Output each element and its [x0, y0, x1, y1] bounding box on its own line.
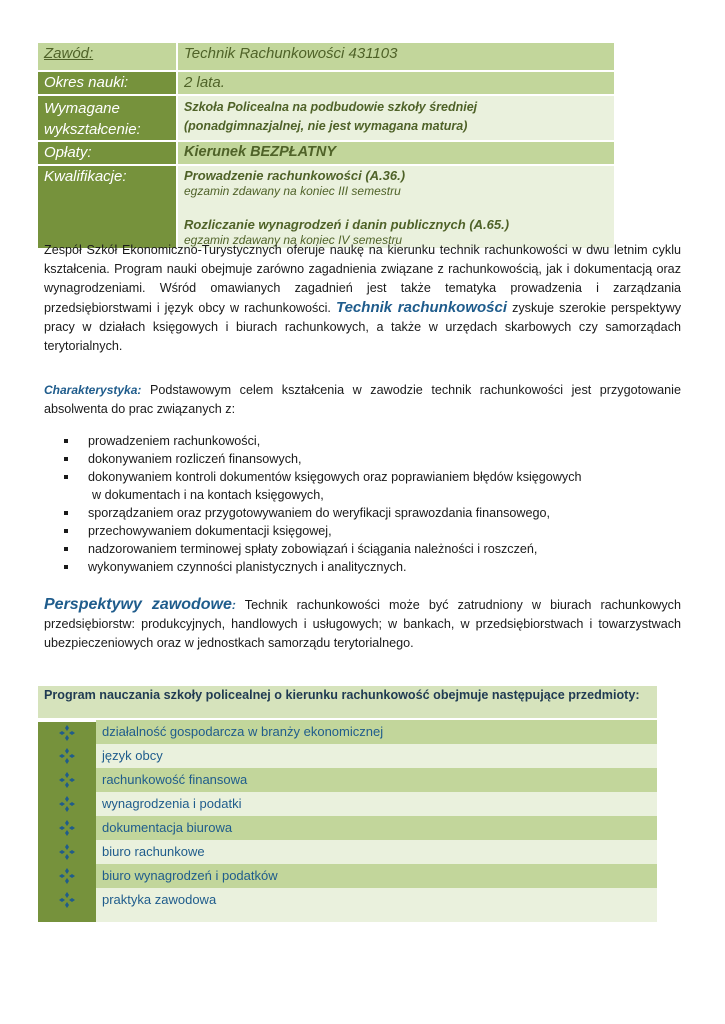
okres-label: Okres nauki: [38, 71, 177, 95]
list-item [64, 558, 664, 576]
list-item-text: nadzorowaniem terminowej spłaty zobowiązań i ściągania należności i roszczeń, [88, 542, 538, 556]
intro-text-1: Zespół Szkół Ekonomiczno-Turystycznych oferuje naukę na kierunku technik rachunkowości w dwu letnim cyklu kształcenia. Program nauki obejmuje zarówno zagadnienia związane z rachunkowością, jak i dokumentacją oraz wynagrodzeniami. Wśród omawianych zagadnień jest także tematyka prowadzenia i zarządzania przedsiębiorstwami i język obcy w rachunkowości. [44, 243, 681, 315]
subject-name: rachunkowość finansowa [96, 768, 657, 792]
diamond-bullet-icon [38, 744, 96, 768]
diamond-bullet-icon [38, 720, 96, 744]
row-kwalifikacje [38, 165, 614, 248]
wymagane-value-line2: (ponadgimnazjalnej, nie jest wymagana matura) [184, 119, 468, 133]
perspektywy-label: Perspektywy zawodowe [44, 596, 232, 613]
oplaty-label: Opłaty: [38, 141, 177, 165]
diamond-bullet-icon [38, 888, 96, 912]
profession-info-table [38, 43, 614, 248]
perspektywy-colon: : [231, 598, 236, 612]
diamond-bullet-icon [38, 768, 96, 792]
duties-list [64, 432, 664, 576]
wymagane-value [177, 95, 614, 141]
intro-paragraph [44, 241, 681, 356]
list-item [64, 450, 664, 468]
list-item-text: przechowywaniem dokumentacji księgowej, [88, 524, 332, 538]
subject-row [38, 768, 657, 792]
list-item [64, 432, 664, 450]
diamond-bullet-icon [38, 792, 96, 816]
kwalifikacja-title: Rozliczanie wynagrodzeń i danin publicznych (A.65.) [184, 217, 510, 232]
subject-name: działalność gospodarcza w branży ekonomicznej [96, 720, 657, 744]
okres-value: 2 lata. [177, 71, 614, 95]
subject-row [38, 816, 657, 840]
list-item [64, 540, 664, 558]
wymagane-label [38, 95, 177, 141]
kwalifikacje-value [177, 165, 614, 248]
program-table [38, 686, 657, 922]
row-wymagane [38, 95, 614, 141]
list-item-text: dokonywaniem rozliczeń finansowych, [88, 452, 302, 466]
subject-row [38, 888, 657, 912]
list-item [64, 504, 664, 522]
intro-text-2: zyskuje szerokie perspektywy pracy w działach księgowych i biurach rachunkowych, a także w urzędach skarbowych czy samorządach terytorialnych. [44, 301, 682, 353]
program-table-footer [38, 912, 657, 922]
subject-row [38, 744, 657, 768]
charakterystyka-label: Charakterystyka: [44, 383, 142, 397]
program-header: Program nauczania szkoły policealnej o kierunku rachunkowość obejmuje następujące przedmioty: [38, 686, 657, 720]
intro-highlight: Technik rachunkowości [335, 299, 508, 316]
diamond-bullet-icon [38, 840, 96, 864]
subject-row [38, 864, 657, 888]
list-item-continuation: w dokumentach i na kontach księgowych, [92, 488, 324, 502]
charakterystyka-text: Podstawowym celem kształcenia w zawodzie technik rachunkowości jest przygotowanie absolwenta do prac związanych z: [44, 383, 681, 416]
charakterystyka-paragraph [44, 381, 681, 419]
subject-row [38, 792, 657, 816]
wymagane-label-line1: Wymagane [44, 100, 120, 117]
subject-name: biuro wynagrodzeń i podatków [96, 864, 657, 888]
kwalifikacje-label: Kwalifikacje: [38, 165, 177, 248]
row-zawod [38, 43, 614, 71]
row-oplaty [38, 141, 614, 165]
subject-name: biuro rachunkowe [96, 840, 657, 864]
perspektywy-text: Technik rachunkowości może być zatrudniony w biurach rachunkowych przedsiębiorstw: produkcyjnych, handlowych i usługowych; w bankach, w przedsiębiorstwach i towarzystwach ubezpieczeniowych oraz w jednostkach samorządu terytorialnego. [44, 598, 681, 650]
diamond-bullet-icon [38, 864, 96, 888]
diamond-bullet-icon [38, 816, 96, 840]
list-item [64, 522, 664, 540]
wymagane-value-line1: Szkoła Policealna na podbudowie szkoły średniej [184, 100, 478, 114]
list-item-text: wykonywaniem czynności planistycznych i analitycznych. [88, 560, 407, 574]
zawod-value: Technik Rachunkowości 431103 [177, 43, 614, 71]
list-item [64, 468, 664, 504]
subject-name: wynagrodzenia i podatki [96, 792, 657, 816]
perspektywy-paragraph [44, 595, 681, 653]
subject-name: dokumentacja biurowa [96, 816, 657, 840]
row-okres [38, 71, 614, 95]
kwalifikacja-title: Prowadzenie rachunkowości (A.36.) [184, 168, 406, 183]
wymagane-label-line2: wykształcenie: [44, 121, 141, 138]
list-item-text: prowadzeniem rachunkowości, [88, 434, 261, 448]
kwalifikacja-note: egzamin zdawany na koniec IV semestru [184, 233, 403, 247]
zawod-label: Zawód: [38, 43, 177, 71]
list-item-text: dokonywaniem kontroli dokumentów księgowych oraz poprawianiem błędów księgowych [88, 470, 582, 484]
subject-row [38, 720, 657, 744]
oplaty-value: Kierunek BEZPŁATNY [177, 141, 614, 165]
kwalifikacja-note: egzamin zdawany na koniec III semestru [184, 184, 401, 198]
list-item-text: sporządzaniem oraz przygotowywaniem do weryfikacji sprawozdania finansowego, [88, 506, 550, 520]
subject-row [38, 840, 657, 864]
subject-name: praktyka zawodowa [96, 888, 657, 912]
subject-name: język obcy [96, 744, 657, 768]
